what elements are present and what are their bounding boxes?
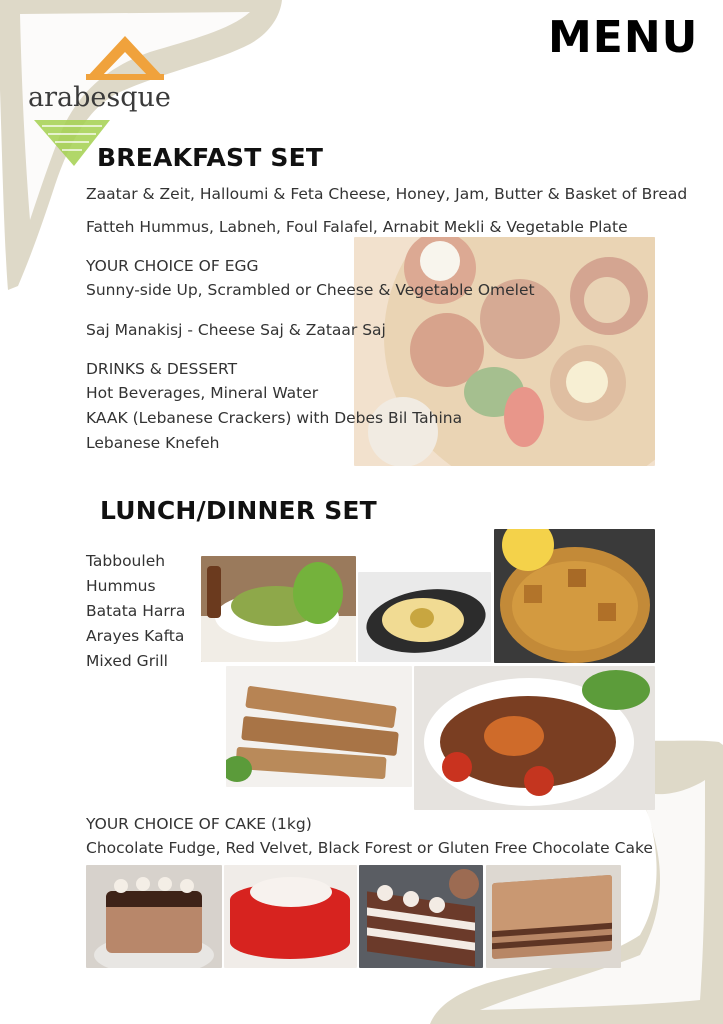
- saj-line: Saj Manakisj - Cheese Saj & Zataar Saj: [86, 321, 386, 339]
- lunch-item-2: Hummus: [86, 577, 156, 595]
- drinks-item-3: Lebanese Knefeh: [86, 434, 220, 452]
- egg-label: YOUR CHOICE OF EGG: [86, 257, 259, 275]
- drinks-item-1: Hot Beverages, Mineral Water: [86, 384, 319, 402]
- lunch-item-4: Arayes Kafta: [86, 627, 185, 645]
- breakfast-line-2: Fatteh Hummus, Labneh, Foul Falafel, Arnabit Mekli & Vegetable Plate: [86, 218, 628, 236]
- lunch-heading: LUNCH/DINNER SET: [100, 496, 377, 525]
- egg-options: Sunny-side Up, Scrambled or Cheese & Vegetable Omelet: [86, 281, 535, 299]
- hummus-photo: [358, 572, 491, 662]
- cake-options: Chocolate Fudge, Red Velvet, Black Forest or Gluten Free Chocolate Cake: [86, 839, 653, 857]
- cake-label: YOUR CHOICE OF CAKE (1kg): [86, 815, 312, 833]
- breakfast-line-1: Zaatar & Zeit, Halloumi & Feta Cheese, Honey, Jam, Butter & Basket of Bread: [86, 185, 688, 203]
- page-title: MENU: [548, 12, 699, 63]
- black-forest-cake-photo: [359, 865, 483, 968]
- drinks-label: DRINKS & DESSERT: [86, 360, 238, 378]
- red-velvet-cake-photo: [224, 865, 357, 968]
- breakfast-heading: BREAKFAST SET: [97, 143, 324, 172]
- lunch-item-3: Batata Harra: [86, 602, 186, 620]
- breakfast-spread-photo: [354, 237, 655, 466]
- mixed-grill-photo: [414, 666, 655, 810]
- chocolate-fudge-cake-photo: [86, 865, 222, 968]
- drinks-item-2: KAAK (Lebanese Crackers) with Debes Bil Tahina: [86, 409, 463, 427]
- tabbouleh-photo: [201, 556, 356, 662]
- lunch-item-5: Mixed Grill: [86, 652, 168, 670]
- brand-name: arabesque: [28, 82, 171, 113]
- chocolate-slab-cake-photo: [486, 865, 621, 968]
- lunch-item-1: Tabbouleh: [86, 552, 166, 570]
- arayes-kafta-photo: [226, 666, 412, 787]
- batata-harra-photo: [494, 529, 655, 663]
